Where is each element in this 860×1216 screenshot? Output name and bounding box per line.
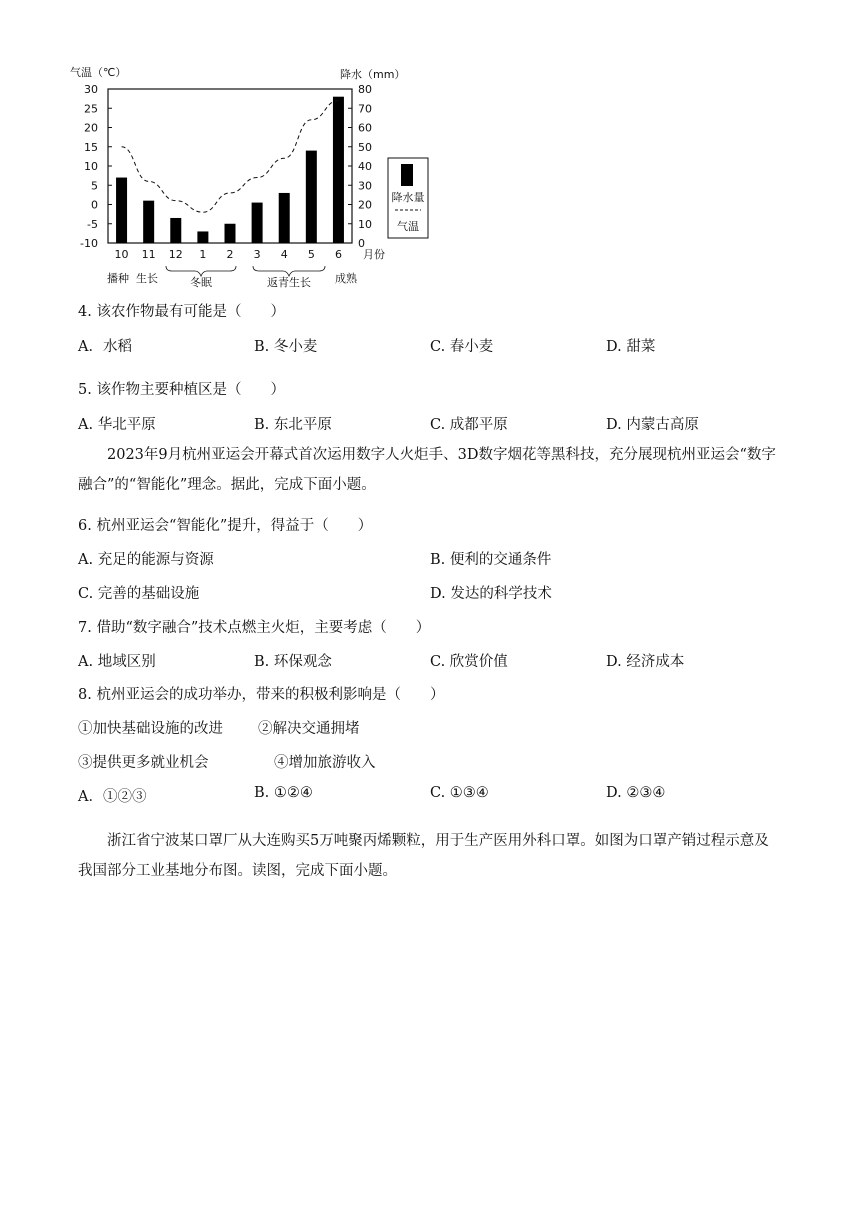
- month-label-6: 6: [334, 248, 342, 261]
- q8-item-2: ②解决交通拥堵: [258, 721, 360, 737]
- precip-bar-5: [306, 151, 317, 243]
- precip-tick-label: 70: [358, 102, 372, 116]
- legend-temp-label: 气温: [397, 220, 419, 233]
- temp-tick-label: 15: [84, 140, 98, 154]
- temp-tick-label: -5: [87, 217, 98, 231]
- passage-mask-factory: 浙江省宁波某口罩厂从大连购买5万吨聚丙烯颗粒，用于生产医用外科口罩。如图为口罩产销过程示意及我国部分工业基地分布图。读图，完成下面小题。: [78, 833, 769, 879]
- month-label-1: 1: [199, 248, 207, 261]
- precip-bar-3: [252, 203, 263, 243]
- q6-option-b[interactable]: B. 便利的交通条件: [430, 552, 552, 568]
- precip-bar-10: [116, 178, 127, 243]
- q7-option-d[interactable]: D. 经济成本: [606, 654, 685, 670]
- temp-tick-label: -10: [80, 237, 98, 250]
- passage-asian-games: 2023年9月杭州亚运会开幕式首次运用数字人火炬手、3D数字烟花等黑科技，充分展现杭州亚运会“数字融合”的“智能化”理念。据此，完成下面小题。: [78, 447, 776, 493]
- temp-tick-label: 30: [84, 83, 98, 96]
- q8-option-d[interactable]: D. ②③④: [606, 785, 666, 801]
- temp-tick-label: 0: [91, 198, 98, 212]
- q5-option-b[interactable]: B. 东北平原: [254, 417, 332, 433]
- legend-bar-swatch: [401, 164, 413, 186]
- temp-tick-label: 20: [84, 121, 98, 135]
- month-label-12: 12: [168, 248, 183, 261]
- precip-bar-12: [170, 218, 181, 243]
- q5-option-d[interactable]: D. 内蒙古高原: [606, 417, 699, 433]
- q8-option-c[interactable]: C. ①③④: [430, 785, 489, 801]
- temp-tick-label: 10: [84, 160, 98, 173]
- precip-bar-6: [333, 97, 344, 243]
- question-5-stem: 5. 该作物主要种植区是（ ）: [78, 382, 285, 398]
- precip-bar-2: [225, 224, 236, 243]
- precip-tick-label: 40: [358, 160, 372, 173]
- question-7-stem: 7. 借助“数字融合”技术点燃主火炬，主要考虑（ ）: [78, 620, 431, 636]
- question-4-stem: 4. 该农作物最有可能是（ ）: [78, 304, 285, 320]
- precip-bar-4: [279, 193, 290, 243]
- precip-tick-label: 20: [358, 198, 372, 212]
- month-label-11: 11: [141, 248, 156, 261]
- q7-option-b[interactable]: B. 环保观念: [254, 654, 332, 670]
- precip-axis-label: 降水（mm）: [340, 68, 406, 81]
- q5-option-a[interactable]: A. 华北平原: [78, 417, 156, 433]
- precip-tick-label: 50: [358, 140, 372, 154]
- month-label-2: 2: [226, 248, 234, 261]
- stage-mature: 成熟: [335, 272, 357, 285]
- stage-regreen: 返青生长: [267, 276, 311, 289]
- precip-bar-1: [197, 231, 208, 243]
- month-label-10: 10: [114, 248, 129, 261]
- month-label-5: 5: [307, 248, 315, 261]
- stage-sowing: 播种: [107, 272, 129, 285]
- precip-bar-11: [143, 201, 154, 243]
- q8-item-1: ①加快基础设施的改进: [78, 721, 223, 737]
- q4-option-a[interactable]: A．水稻: [78, 339, 132, 355]
- question-6-stem: 6. 杭州亚运会“智能化”提升，得益于（ ）: [78, 518, 373, 534]
- month-label-4: 4: [280, 248, 288, 261]
- q8-item-4: ④增加旅游收入: [274, 755, 376, 771]
- stage-growth: 生长: [136, 272, 158, 285]
- q8-item-3: ③提供更多就业机会: [78, 755, 209, 771]
- climate-chart: [70, 60, 430, 290]
- precip-tick-label: 60: [358, 121, 372, 135]
- dormancy-brace: [166, 266, 236, 276]
- month-label-3: 3: [253, 248, 261, 261]
- month-axis-label: 月份: [363, 248, 385, 261]
- legend-precip-label: 降水量: [391, 191, 425, 204]
- precip-tick-label: 30: [358, 179, 372, 193]
- q5-option-c[interactable]: C. 成都平原: [430, 417, 508, 433]
- temp-tick-label: 25: [84, 102, 98, 116]
- q7-option-a[interactable]: A. 地域区别: [78, 654, 156, 670]
- stage-dormancy: 冬眠: [190, 276, 212, 289]
- q6-option-c[interactable]: C. 完善的基础设施: [78, 586, 200, 602]
- regreen-brace: [253, 266, 325, 276]
- temp-tick-label: 5: [91, 179, 98, 193]
- q4-option-b[interactable]: B. 冬小麦: [254, 339, 318, 355]
- question-8-stem: 8. 杭州亚运会的成功举办，带来的积极利影响是（ ）: [78, 687, 445, 703]
- q6-option-d[interactable]: D. 发达的科学技术: [430, 586, 552, 602]
- precip-tick-label: 10: [358, 217, 372, 231]
- q4-option-c[interactable]: C. 春小麦: [430, 339, 494, 355]
- q6-option-a[interactable]: A. 充足的能源与资源: [78, 552, 214, 568]
- precip-tick-label: 0: [358, 237, 365, 250]
- q8-option-b[interactable]: B. ①②④: [254, 785, 313, 801]
- temp-axis-label: 气温（℃）: [70, 66, 127, 79]
- precip-tick-label: 80: [358, 83, 372, 96]
- q8-option-a[interactable]: A．①②③: [78, 789, 147, 805]
- q7-option-c[interactable]: C. 欣赏价值: [430, 654, 508, 670]
- q4-option-d[interactable]: D. 甜菜: [606, 339, 656, 355]
